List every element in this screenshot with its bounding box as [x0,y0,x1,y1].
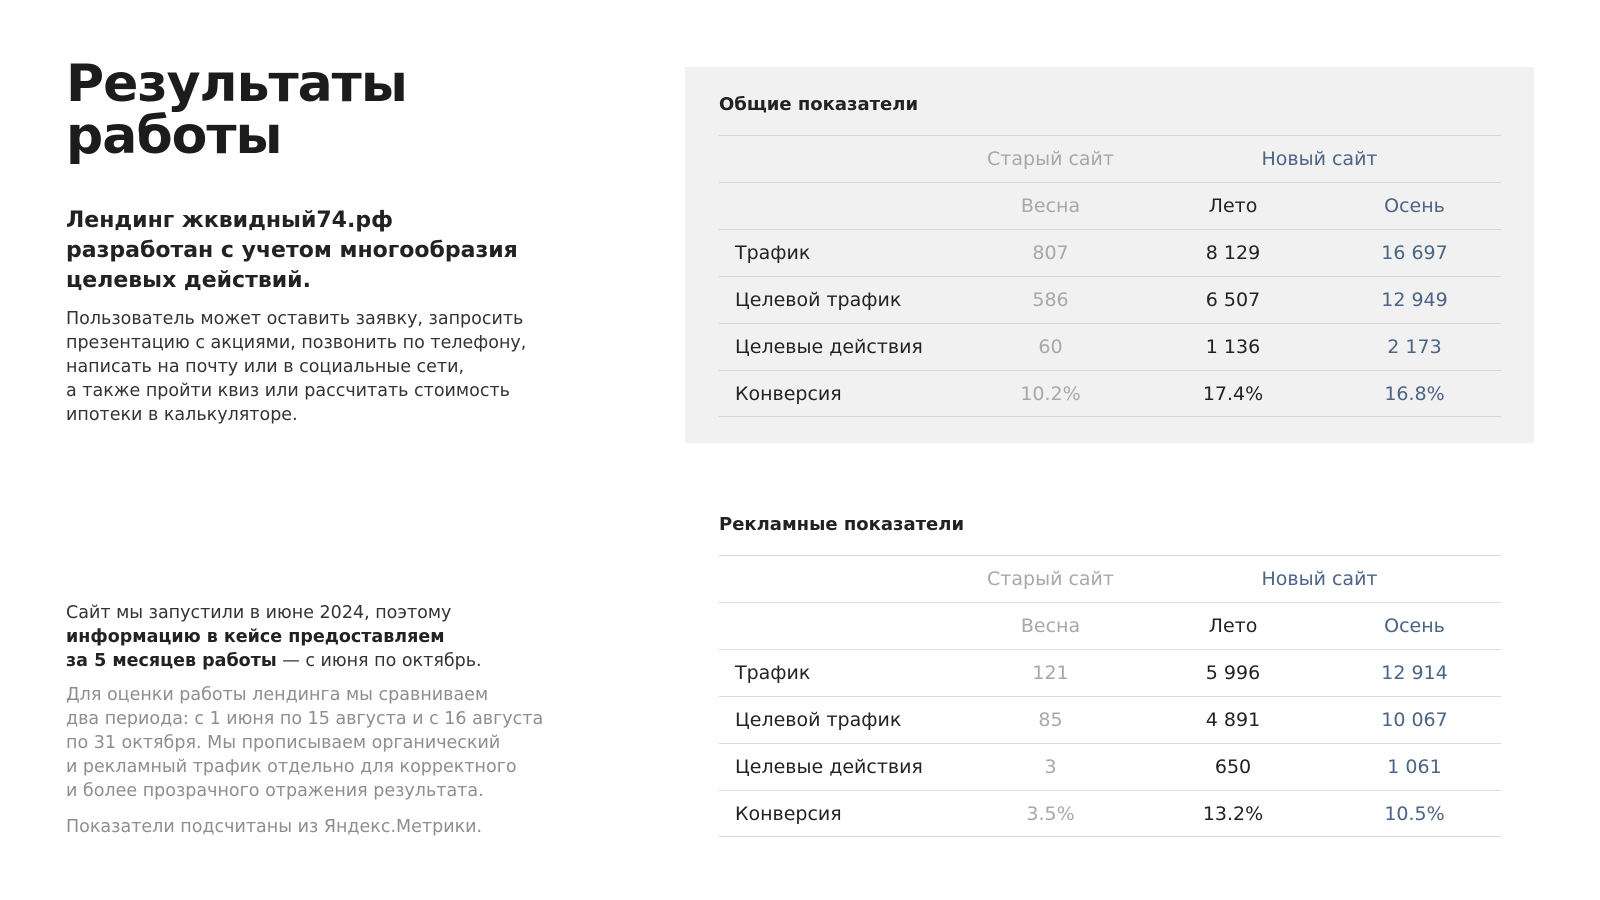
table-row [719,743,1501,790]
cell-autumn: 16 697 [1381,242,1448,264]
table-row [719,276,1501,323]
source-note: Показатели подсчитаны из Яндекс.Метрики. [66,817,483,837]
cell-spring: 60 [1038,336,1063,358]
method-paragraph [66,683,626,803]
cell-summer: 650 [1214,756,1252,778]
cell-spring: 10.2% [1020,382,1081,405]
method-line-2: два периода: с 1 июня по 15 августа и с 16 августа [66,709,544,729]
period-line-2-bold: информацию в кейсе предоставляем [66,627,445,647]
method-line-5: и более прозрачного отражения результата. [66,781,484,801]
ads-period-summer: Лето [1208,615,1258,637]
period-paragraph [66,601,606,673]
period-line-3-rest: — с июня по октябрь. [276,651,482,671]
page-title-line-2: работы [66,106,282,166]
cell-autumn: 10 067 [1381,709,1448,731]
ads-period-spring: Весна [1020,615,1081,637]
table-row [719,323,1501,370]
page-title [66,54,586,166]
description-line-4: а также пройти квиз или рассчитать стоимость [66,381,510,401]
general-group-old-site: Старый сайт [987,148,1114,170]
row-label: Трафик [735,662,811,684]
cell-summer: 5 996 [1205,662,1261,684]
general-table-group-header [719,135,1501,182]
cell-spring: 807 [1032,242,1069,264]
row-label: Конверсия [735,382,842,405]
cell-summer: 4 891 [1205,709,1261,731]
description-line-2: презентацию с акциями, позвонить по телефону, [66,333,527,353]
table-row [719,370,1501,417]
row-label: Целевые действия [735,336,923,358]
ads-group-new-site: Новый сайт [1261,568,1378,590]
period-line-1: Сайт мы запустили в июне 2024, поэтому [66,603,452,623]
table-row [719,649,1501,696]
general-table-title: Общие показатели [719,94,919,115]
cell-summer: 17.4% [1202,382,1264,405]
table-row [719,790,1501,837]
general-table [719,90,1501,417]
cell-summer: 6 507 [1205,289,1261,311]
cell-spring: 85 [1038,709,1063,731]
cell-autumn: 10.5% [1384,802,1445,825]
cell-spring: 3.5% [1026,802,1075,825]
row-label: Целевой трафик [735,709,902,731]
cell-spring: 3 [1044,756,1057,778]
general-period-autumn: Осень [1384,195,1445,217]
cell-summer: 8 129 [1205,242,1261,264]
row-label: Целевые действия [735,756,923,778]
row-label: Целевой трафик [735,289,902,311]
cell-summer: 13.2% [1202,802,1264,825]
general-group-new-site: Новый сайт [1261,148,1378,170]
table-row [719,696,1501,743]
description-line-1: Пользователь может оставить заявку, запросить [66,309,524,329]
cell-summer: 1 136 [1205,336,1261,358]
general-table-period-header [719,182,1501,229]
cell-autumn: 2 173 [1387,336,1442,358]
lead-line-3: целевых действий. [66,268,311,293]
cell-spring: 121 [1032,662,1069,684]
description-paragraph [66,307,586,427]
ads-table-period-header [719,602,1501,649]
row-label: Трафик [735,242,811,264]
general-period-spring: Весна [1020,195,1081,217]
method-line-4: и рекламный трафик отдельно для корректного [66,757,517,777]
ads-group-old-site: Старый сайт [987,568,1114,590]
ads-table-group-header [719,555,1501,602]
page-title-line-1: Результаты [66,54,407,114]
method-line-1: Для оценки работы лендинга мы сравниваем [66,685,489,705]
cell-spring: 586 [1032,289,1069,311]
cell-autumn: 12 949 [1381,289,1448,311]
general-period-summer: Лето [1208,195,1258,217]
method-line-3: по 31 октября. Мы прописываем органический [66,733,501,753]
description-line-3: написать на почту или в социальные сети, [66,357,465,377]
cell-autumn: 1 061 [1387,756,1442,778]
lead-line-1: Лендинг жквидный74.рф [66,208,393,233]
table-row [719,229,1501,276]
row-label: Конверсия [735,802,842,825]
period-line-3-bold: за 5 месяцев работы [66,651,277,671]
ads-table [719,510,1501,837]
lead-line-2: разработан с учетом многообразия [66,238,518,263]
cell-autumn: 16.8% [1384,382,1445,405]
lead-paragraph [66,206,586,296]
cell-autumn: 12 914 [1381,662,1448,684]
description-line-5: ипотеки в калькуляторе. [66,405,298,425]
ads-period-autumn: Осень [1384,615,1445,637]
ads-table-title: Рекламные показатели [719,514,965,535]
